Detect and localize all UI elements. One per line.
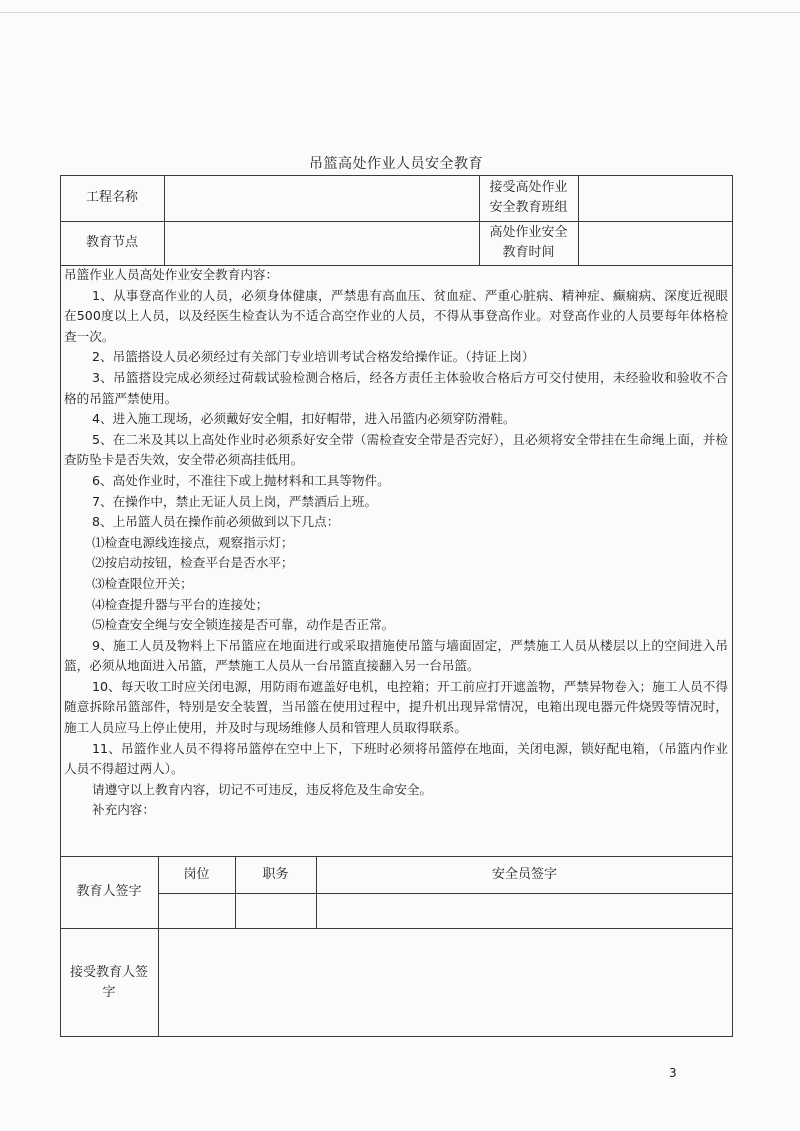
receiver-signature-label bbox=[60, 928, 158, 1037]
education-node-value[interactable] bbox=[164, 221, 479, 265]
content-item-1: 1、从事登高作业的人员，必须身体健康，严禁患有高血压、贫血症、严重心脏病、精神症、癫痫病、深度近视眼在500度以上人员，以及经医生检查认为不适合高空作业的人员，不得从事登高作业。对登高作业的人员要每年体格检查一次。 bbox=[64, 287, 728, 344]
content-item-11: 11、吊篮作业人员不得将吊篮停在空中上下，下班时必须将吊篮停在地面，关闭电源，锁好配电箱，（吊篮内作业人员不得超过两人）。 bbox=[64, 740, 728, 777]
education-time-label bbox=[479, 221, 578, 265]
supplement-label: 补充内容： bbox=[92, 802, 155, 818]
content-subitem-3: ⑶检查限位开关； bbox=[92, 575, 193, 591]
receiving-team-label bbox=[479, 175, 578, 221]
educator-signature-label bbox=[60, 856, 158, 928]
duty-label-text: 职务 bbox=[262, 866, 289, 882]
content-item-3: 3、吊篮搭设完成必须经过荷载试验检测合格后，经各方责任主体验收合格后方可交付使用，未经验收和验收不合格的吊篮严禁使用。 bbox=[64, 369, 728, 406]
project-name-label-text: 工程名称 bbox=[85, 190, 138, 205]
scan-top-edge bbox=[0, 12, 800, 13]
content-item-2: 2、吊篮搭设人员必须经过有关部门专业培训考试合格发给操作证。（持证上岗） bbox=[92, 349, 535, 365]
receiver-signature-value[interactable] bbox=[158, 928, 733, 1037]
project-name-label bbox=[60, 175, 164, 221]
duty-value[interactable] bbox=[235, 893, 316, 928]
position-label bbox=[158, 856, 235, 893]
content-item-7: 7、在操作中，禁止无证人员上岗，严禁酒后上班。 bbox=[92, 493, 378, 509]
position-label-text: 岗位 bbox=[183, 866, 210, 882]
content-item-6: 6、高处作业时，不准往下或上抛材料和工具等物件。 bbox=[92, 472, 390, 488]
safety-officer-signature-value[interactable] bbox=[316, 893, 733, 928]
education-node-label-text: 教育节点 bbox=[85, 235, 138, 250]
content-closing: 请遵守以上教育内容，切记不可违反，违反将危及生命安全。 bbox=[92, 781, 433, 797]
content-subitem-2: ⑵按启动按钮，检查平台是否水平； bbox=[92, 555, 294, 571]
content-item-5: 5、在二米及其以上高处作业时必须系好安全带（需检查安全带是否完好），且必须将安全带挂在生命绳上面，并检查防坠卡是否失效，安全带必须高挂低用。 bbox=[64, 431, 728, 468]
education-time-label-line2: 教育时间 bbox=[502, 245, 555, 260]
receiving-team-value[interactable] bbox=[578, 175, 733, 221]
safety-officer-signature-label-text: 安全员签字 bbox=[491, 866, 557, 882]
content-subitem-4: ⑷检查提升器与平台的连接处； bbox=[92, 596, 269, 612]
content-item-9: 9、施工人员及物料上下吊篮应在地面进行或采取措施使吊篮与墙面固定，严禁施工人员从楼层以上的空间进入吊篮，必须从地面进入吊篮，严禁施工人员从一台吊篮直接翻入另一台吊篮。 bbox=[64, 637, 728, 674]
education-node-label bbox=[60, 221, 164, 265]
page-number: 3 bbox=[669, 1066, 677, 1080]
content-item-10: 10、每天收工时应关闭电源，用防雨布遮盖好电机，电控箱；开工前应打开遮盖物，严禁异物卷入；施工人员不得随意拆除吊篮部件，特别是安全装置，当吊篮在使用过程中，提升机出现异常情况，电箱出现电器元件烧毁等情况时，施工人员应马上停止使用，并及时与现场维修人员和管理人员取得联系。 bbox=[64, 678, 728, 736]
content-subitem-1: ⑴检查电源线连接点，观察指示灯； bbox=[92, 534, 294, 550]
education-time-label-line1: 高处作业安全 bbox=[489, 225, 568, 240]
project-name-value[interactable] bbox=[164, 175, 479, 221]
receiving-team-label-line2: 安全教育班组 bbox=[489, 200, 568, 215]
receiver-signature-label-line2: 字 bbox=[102, 984, 116, 1000]
receiving-team-label-line1: 接受高处作业 bbox=[489, 180, 568, 195]
content-heading: 吊篮作业人员高处作业安全教育内容： bbox=[64, 267, 279, 282]
page-title: 吊篮高处作业人员安全教育 bbox=[309, 156, 483, 172]
content-item-4: 4、进入施工现场，必须戴好安全帽，扣好帽带，进入吊篮内必须穿防滑鞋。 bbox=[92, 411, 516, 427]
receiver-signature-label-line1: 接受教育人签 bbox=[69, 964, 148, 980]
content-subitem-5: ⑸检查安全绳与安全锁连接是否可靠，动作是否正常。 bbox=[92, 617, 395, 633]
education-time-value[interactable] bbox=[578, 221, 733, 265]
educator-signature-label-text: 教育人签字 bbox=[76, 884, 142, 899]
content-item-8: 8、上吊篮人员在操作前必须做到以下几点： bbox=[92, 514, 340, 530]
education-content bbox=[64, 265, 728, 821]
position-value[interactable] bbox=[158, 893, 235, 928]
safety-officer-signature-label bbox=[316, 856, 733, 893]
duty-label bbox=[235, 856, 316, 893]
